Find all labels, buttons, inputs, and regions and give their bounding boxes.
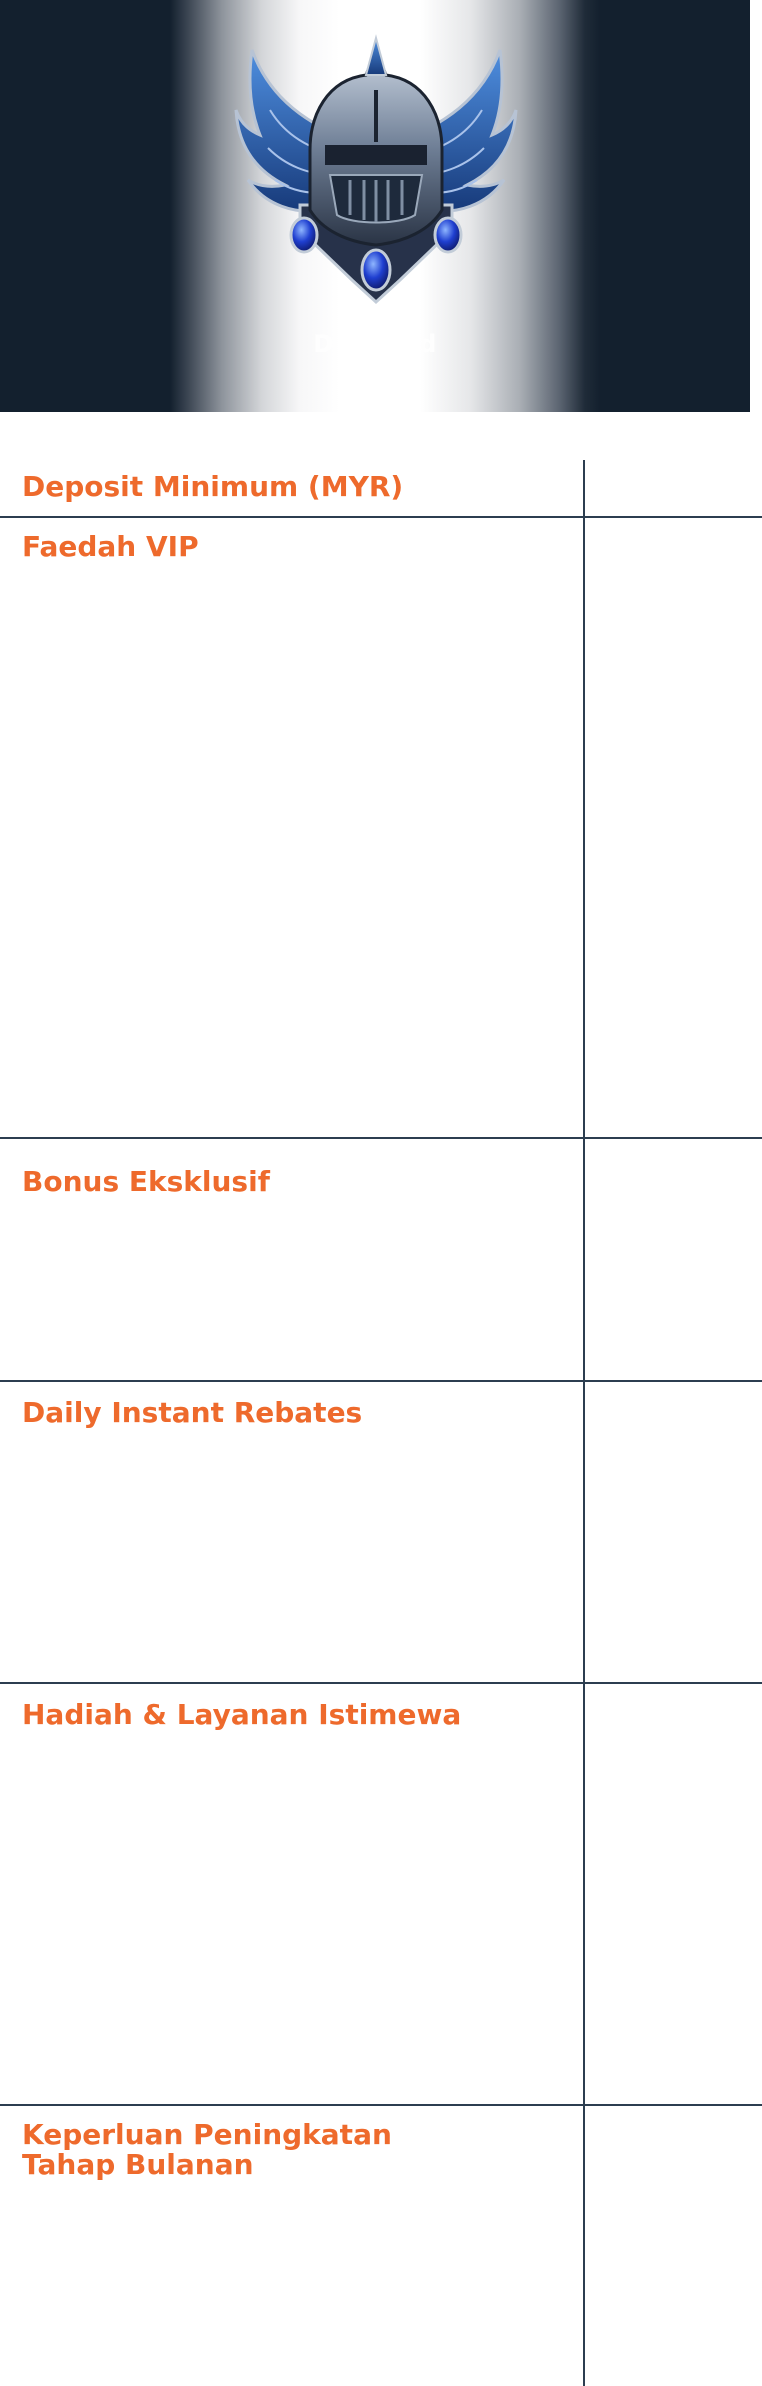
table-row-daily-instant-rebates [0, 1382, 762, 1684]
tier-name: Diamond [313, 330, 437, 358]
table-row-deposit-minimum [0, 460, 762, 518]
vip-benefits-table [0, 460, 762, 2386]
knight-helmet-winged-shield-icon [230, 30, 522, 310]
table-row-faedah-vip [0, 518, 762, 1139]
row-label-deposit-minimum: Deposit Minimum (MYR) [22, 470, 404, 503]
row-label-keperluan-peningkatan: Keperluan Peningkatan Tahap Bulanan [22, 2118, 392, 2181]
table-column-divider [583, 460, 585, 2386]
row-label-bonus-eksklusif: Bonus Eksklusif [22, 1165, 270, 1198]
row-label-hadiah-layanan: Hadiah & Layanan Istimewa [22, 1698, 462, 1731]
tier-hero-banner [0, 0, 750, 412]
table-row-hadiah-layanan [0, 1684, 762, 2106]
row-label-daily-instant-rebates: Daily Instant Rebates [22, 1396, 363, 1429]
row-label-faedah-vip: Faedah VIP [22, 530, 199, 563]
table-row-keperluan-peningkatan [0, 2106, 762, 2386]
table-row-bonus-eksklusif [0, 1139, 762, 1382]
